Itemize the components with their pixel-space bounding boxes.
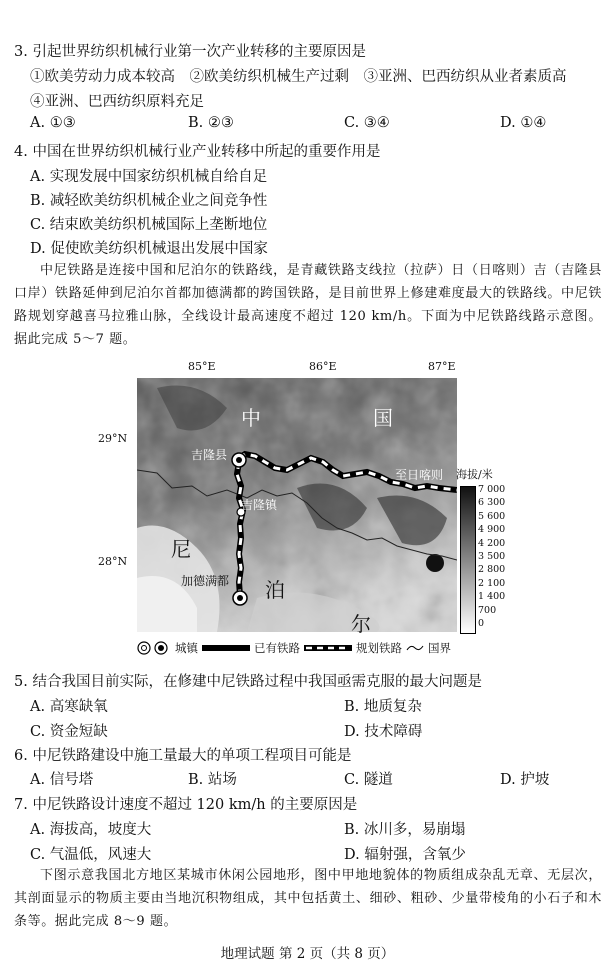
intro-paragraph-2: 下图示意我国北方地区某城市休闲公园地形，图中甲地地貌体的物质组成杂乱无章、无层次，其剖面显示的物质主要由当地沉积物组成，其中包括黄土、细砂、粗砂、少量带棱角的小石子和木条等。据此完成 8～9 题。 — [14, 868, 602, 929]
terrain-map-svg — [137, 378, 457, 632]
q4-option-c: C. 结束欧美纺织机械国际上垄断地位 — [30, 217, 268, 233]
q5-option-c: C. 资金短缺 — [30, 724, 108, 740]
existing-rail-symbol-icon — [202, 644, 250, 652]
q6-stem: 6. 中尼铁路建设中施工量最大的单项工程项目可能是 — [14, 748, 352, 764]
q5-stem: 5. 结合我国目前实际，在修建中尼铁路过程中我国亟需克服的最大问题是 — [14, 674, 482, 690]
q3-stem: 3. 引起世界纺织机械行业第一次产业转移的主要原因是 — [14, 44, 366, 60]
elevation-color-bar — [460, 486, 476, 634]
country-label-china-2: 国 — [373, 406, 393, 430]
legend-border-label: 国界 — [428, 641, 451, 655]
elevation-legend-title: 海拔/米 — [456, 468, 493, 481]
elevation-tick: 700 — [478, 604, 497, 616]
q3-items-line2: ④亚洲、巴西纺织原料充足 — [30, 94, 204, 110]
elevation-tick: 5 600 — [478, 510, 506, 522]
elevation-tick: 2 100 — [478, 577, 506, 589]
q4-stem: 4. 中国在世界纺织机械行业产业转移中所起的重要作用是 — [14, 144, 381, 160]
legend-existing-rail-label: 已有铁路 — [254, 641, 300, 655]
q6-option-a: A. 信号塔 — [30, 772, 94, 788]
q3-option-d: D. ①④ — [500, 115, 547, 131]
city-kathmandu — [233, 591, 247, 605]
country-label-nepal-3: 尔 — [351, 612, 371, 636]
q4-option-a: A. 实现发展中国家纺织机械自给自足 — [30, 169, 268, 185]
lon-label-86: 86°E — [309, 360, 337, 373]
q6-option-c: C. 隧道 — [344, 772, 393, 788]
q5-option-a: A. 高寒缺氧 — [30, 699, 108, 715]
legend-planned-rail-label: 规划铁路 — [356, 641, 402, 655]
q7-option-d: D. 辐射强，含氧少 — [344, 847, 466, 863]
lon-label-85: 85°E — [188, 360, 216, 373]
q5-option-b: B. 地质复杂 — [344, 699, 422, 715]
border-symbol-icon — [406, 643, 424, 653]
label-kathmandu: 加德满都 — [181, 574, 230, 588]
q4-option-b: B. 减轻欧美纺织机械企业之间竞争性 — [30, 193, 268, 209]
country-label-nepal-1: 尼 — [171, 537, 191, 561]
q5-option-d: D. 技术障碍 — [344, 724, 423, 740]
elevation-tick: 0 — [478, 618, 485, 630]
elevation-tick: 6 300 — [478, 497, 506, 509]
q7-stem: 7. 中尼铁路设计速度不超过 120 km/h 的主要原因是 — [14, 797, 358, 813]
q3-option-b: B. ②③ — [188, 115, 234, 131]
city-symbol-icon — [137, 641, 171, 655]
label-jilong-county: 吉隆县 — [191, 448, 228, 462]
q7-option-c: C. 气温低，风速大 — [30, 847, 152, 863]
lon-label-87: 87°E — [428, 360, 456, 373]
q3-option-c: C. ③④ — [344, 115, 390, 131]
lat-label-29: 29°N — [98, 432, 128, 445]
page-footer: 地理试题 第 2 页（共 8 页） — [220, 946, 395, 962]
q6-option-b: B. 站场 — [188, 772, 237, 788]
map-legend — [137, 640, 451, 656]
elevation-tick: 2 800 — [478, 564, 506, 576]
planned-rail-symbol-icon — [304, 644, 352, 652]
city-jilong-county — [232, 453, 246, 467]
q4-option-d: D. 促使欧美纺织机械退出发展中国家 — [30, 241, 268, 257]
country-label-china-1: 中 — [241, 406, 261, 430]
elevation-tick: 1 400 — [478, 591, 506, 603]
q7-option-b: B. 冰川多，易崩塌 — [344, 822, 466, 838]
railway-map — [137, 378, 457, 636]
lat-label-28: 28°N — [98, 555, 128, 568]
q6-option-d: D. 护坡 — [500, 772, 550, 788]
label-jilong-town: 吉隆镇 — [241, 498, 278, 512]
q7-option-a: A. 海拔高，坡度大 — [30, 822, 152, 838]
label-to-shigatse: 至日喀则 — [395, 468, 444, 482]
elevation-tick-labels — [478, 483, 518, 630]
elevation-tick: 4 900 — [478, 524, 506, 536]
country-label-nepal-2: 泊 — [265, 578, 285, 602]
q3-items-line1: ①欧美劳动力成本较高 ②欧美纺织机械生产过剩 ③亚洲、巴西纺织从业者素质高 — [30, 69, 567, 85]
intro-paragraph-1: 中尼铁路是连接中国和尼泊尔的铁路线，是青藏铁路支线拉（拉萨）日（日喀则）吉（吉隆县口岸）铁路延伸到尼泊尔首都加德满都的跨国铁路，是目前世界上修建难度最大的铁路线。中尼铁路规划穿越喜马拉雅山脉，全线设计最高速度不超过 120 km/h。下面为中尼铁路线路示意图。据此完成 5～7 题。 — [14, 263, 602, 347]
q3-option-a: A. ①③ — [30, 115, 76, 131]
elevation-tick: 3 500 — [478, 551, 506, 563]
legend-city-label: 城镇 — [175, 641, 198, 655]
elevation-tick: 4 200 — [478, 537, 506, 549]
elevation-tick: 7 000 — [478, 484, 506, 495]
